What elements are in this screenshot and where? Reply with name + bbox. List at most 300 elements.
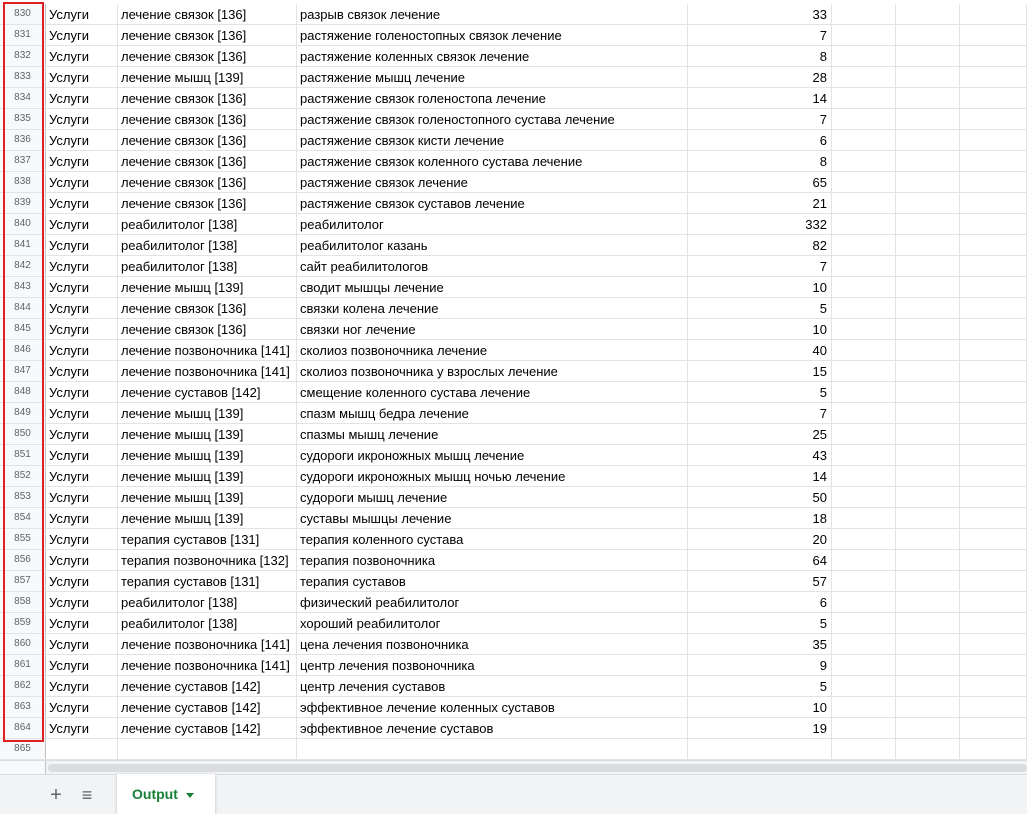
cell-d[interactable]: 14	[688, 466, 832, 486]
empty-cell[interactable]	[960, 571, 1027, 591]
cell-a[interactable]: Услуги	[46, 424, 118, 444]
cell-b[interactable]: лечение позвоночника [141]	[118, 634, 297, 654]
cell-d[interactable]: 5	[688, 382, 832, 402]
cell-b[interactable]: реабилитолог [138]	[118, 613, 297, 633]
empty-cell[interactable]	[832, 697, 896, 717]
empty-cell[interactable]	[960, 382, 1027, 402]
empty-cell[interactable]	[960, 424, 1027, 444]
cell-c[interactable]: судороги икроножных мышц лечение	[297, 445, 688, 465]
empty-cell[interactable]	[960, 718, 1027, 738]
cell-c[interactable]: центр лечения позвоночника	[297, 655, 688, 675]
cell-b[interactable]: лечение связок [136]	[118, 151, 297, 171]
cell-d[interactable]: 28	[688, 67, 832, 87]
scrollbar-thumb[interactable]	[48, 764, 1027, 772]
cell-a[interactable]: Услуги	[46, 487, 118, 507]
row-header[interactable]: 857	[0, 571, 46, 591]
empty-cell[interactable]	[896, 214, 960, 234]
cell-d[interactable]: 7	[688, 403, 832, 423]
empty-cell[interactable]	[960, 487, 1027, 507]
cell-d[interactable]: 5	[688, 613, 832, 633]
row-header[interactable]: 832	[0, 46, 46, 66]
cell-d[interactable]: 8	[688, 46, 832, 66]
empty-cell[interactable]	[896, 319, 960, 339]
cell-c[interactable]: физический реабилитолог	[297, 592, 688, 612]
cell-a[interactable]: Услуги	[46, 214, 118, 234]
cell-b[interactable]: лечение мышц [139]	[118, 277, 297, 297]
cell-b[interactable]: лечение позвоночника [141]	[118, 340, 297, 360]
empty-cell[interactable]	[896, 424, 960, 444]
cell-a[interactable]: Услуги	[46, 88, 118, 108]
cell-a[interactable]: Услуги	[46, 634, 118, 654]
empty-cell[interactable]	[896, 109, 960, 129]
cell-d[interactable]: 33	[688, 4, 832, 24]
empty-cell[interactable]	[960, 4, 1027, 24]
empty-cell[interactable]	[832, 214, 896, 234]
empty-cell[interactable]	[832, 340, 896, 360]
table-row	[0, 571, 1027, 592]
empty-cell[interactable]	[832, 25, 896, 45]
cell-b[interactable]: реабилитолог [138]	[118, 592, 297, 612]
cell-b[interactable]: лечение позвоночника [141]	[118, 361, 297, 381]
cell-b[interactable]: терапия суставов [131]	[118, 571, 297, 591]
empty-cell[interactable]	[896, 445, 960, 465]
cell-a[interactable]: Услуги	[46, 340, 118, 360]
cell-d[interactable]: 82	[688, 235, 832, 255]
cell-a[interactable]: Услуги	[46, 25, 118, 45]
cell-c[interactable]: реабилитолог казань	[297, 235, 688, 255]
cell-a[interactable]: Услуги	[46, 592, 118, 612]
cell-c[interactable]: связки ног лечение	[297, 319, 688, 339]
cell-d[interactable]	[688, 739, 832, 759]
cell-b[interactable]: лечение связок [136]	[118, 298, 297, 318]
empty-cell[interactable]	[896, 4, 960, 24]
cell-b[interactable]: лечение связок [136]	[118, 130, 297, 150]
row-header[interactable]: 853	[0, 487, 46, 507]
empty-cell[interactable]	[896, 529, 960, 549]
cell-b[interactable]: лечение мышц [139]	[118, 445, 297, 465]
cell-d[interactable]: 332	[688, 214, 832, 234]
sheet-tab-bar	[0, 774, 1027, 814]
cell-b[interactable]: лечение связок [136]	[118, 172, 297, 192]
cell-c[interactable]: сайт реабилитологов	[297, 256, 688, 276]
cell-d[interactable]: 7	[688, 109, 832, 129]
empty-cell[interactable]	[896, 298, 960, 318]
cell-d[interactable]: 25	[688, 424, 832, 444]
cell-b[interactable]: лечение мышц [139]	[118, 67, 297, 87]
row-header[interactable]: 831	[0, 25, 46, 45]
empty-cell[interactable]	[896, 46, 960, 66]
cell-b[interactable]: лечение позвоночника [141]	[118, 655, 297, 675]
row-header[interactable]: 837	[0, 151, 46, 171]
cell-b[interactable]: лечение суставов [142]	[118, 718, 297, 738]
cell-c[interactable]: растяжение связок коленного сустава лечение	[297, 151, 688, 171]
cell-a[interactable]: Услуги	[46, 67, 118, 87]
empty-cell[interactable]	[832, 445, 896, 465]
cell-a[interactable]: Услуги	[46, 718, 118, 738]
empty-cell[interactable]	[832, 655, 896, 675]
cell-b[interactable]: реабилитолог [138]	[118, 235, 297, 255]
row-header[interactable]: 858	[0, 592, 46, 612]
row-header[interactable]: 841	[0, 235, 46, 255]
row-header[interactable]: 852	[0, 466, 46, 486]
chevron-down-icon[interactable]	[186, 793, 194, 798]
cell-c[interactable]: терапия позвоночника	[297, 550, 688, 570]
row-header[interactable]: 865	[0, 739, 46, 759]
empty-cell[interactable]	[896, 382, 960, 402]
cell-a[interactable]: Услуги	[46, 655, 118, 675]
row-header[interactable]: 863	[0, 697, 46, 717]
cell-b[interactable]: терапия позвоночника [132]	[118, 550, 297, 570]
empty-cell[interactable]	[960, 445, 1027, 465]
empty-cell[interactable]	[960, 739, 1027, 759]
empty-cell[interactable]	[832, 109, 896, 129]
cell-d[interactable]: 14	[688, 88, 832, 108]
cell-c[interactable]: хороший реабилитолог	[297, 613, 688, 633]
empty-cell[interactable]	[832, 487, 896, 507]
cell-d[interactable]: 43	[688, 445, 832, 465]
cell-c[interactable]: терапия коленного сустава	[297, 529, 688, 549]
row-header[interactable]: 851	[0, 445, 46, 465]
empty-cell[interactable]	[960, 256, 1027, 276]
row-header[interactable]: 844	[0, 298, 46, 318]
empty-cell[interactable]	[896, 256, 960, 276]
empty-cell[interactable]	[832, 4, 896, 24]
cell-c[interactable]	[297, 739, 688, 759]
cell-d[interactable]: 8	[688, 151, 832, 171]
cell-d[interactable]: 40	[688, 340, 832, 360]
cell-a[interactable]: Услуги	[46, 319, 118, 339]
row-header[interactable]: 861	[0, 655, 46, 675]
cell-a[interactable]: Услуги	[46, 4, 118, 24]
row-header[interactable]: 846	[0, 340, 46, 360]
empty-cell[interactable]	[960, 508, 1027, 528]
cell-c[interactable]: центр лечения суставов	[297, 676, 688, 696]
cell-b[interactable]: терапия суставов [131]	[118, 529, 297, 549]
empty-cell[interactable]	[960, 67, 1027, 87]
row-header[interactable]: 860	[0, 634, 46, 654]
cell-b[interactable]: реабилитолог [138]	[118, 256, 297, 276]
empty-cell[interactable]	[896, 67, 960, 87]
empty-cell[interactable]	[896, 592, 960, 612]
horizontal-scrollbar[interactable]	[0, 760, 1027, 775]
cell-c[interactable]: цена лечения позвоночника	[297, 634, 688, 654]
cell-a[interactable]: Услуги	[46, 508, 118, 528]
cell-b[interactable]: лечение суставов [142]	[118, 697, 297, 717]
cell-c[interactable]: эффективное лечение суставов	[297, 718, 688, 738]
empty-cell[interactable]	[832, 613, 896, 633]
cell-c[interactable]: растяжение голеностопных связок лечение	[297, 25, 688, 45]
empty-cell[interactable]	[832, 193, 896, 213]
empty-cell[interactable]	[832, 739, 896, 759]
empty-cell[interactable]	[960, 277, 1027, 297]
tab-output[interactable]	[117, 774, 215, 814]
empty-cell[interactable]	[960, 130, 1027, 150]
row-header[interactable]: 847	[0, 361, 46, 381]
empty-cell[interactable]	[896, 508, 960, 528]
cell-c[interactable]: разрыв связок лечение	[297, 4, 688, 24]
cell-a[interactable]	[46, 739, 118, 759]
empty-cell[interactable]	[832, 424, 896, 444]
cell-a[interactable]: Услуги	[46, 235, 118, 255]
table-row	[0, 256, 1027, 277]
empty-cell[interactable]	[896, 361, 960, 381]
cell-d[interactable]: 64	[688, 550, 832, 570]
table-row	[0, 676, 1027, 697]
table-row	[0, 445, 1027, 466]
empty-cell[interactable]	[896, 277, 960, 297]
cell-d[interactable]: 65	[688, 172, 832, 192]
cell-a[interactable]: Услуги	[46, 277, 118, 297]
cell-d[interactable]: 50	[688, 487, 832, 507]
empty-cell[interactable]	[960, 655, 1027, 675]
empty-cell[interactable]	[960, 697, 1027, 717]
row-header[interactable]: 849	[0, 403, 46, 423]
cell-c[interactable]: эффективное лечение коленных суставов	[297, 697, 688, 717]
cell-d[interactable]: 7	[688, 25, 832, 45]
row-header[interactable]: 834	[0, 88, 46, 108]
empty-cell[interactable]	[832, 571, 896, 591]
cell-d[interactable]: 5	[688, 298, 832, 318]
row-header[interactable]: 839	[0, 193, 46, 213]
cell-c[interactable]: реабилитолог	[297, 214, 688, 234]
empty-cell[interactable]	[960, 529, 1027, 549]
cell-a[interactable]: Услуги	[46, 130, 118, 150]
cell-a[interactable]: Услуги	[46, 256, 118, 276]
cell-d[interactable]: 10	[688, 697, 832, 717]
empty-cell[interactable]	[896, 466, 960, 486]
cell-b[interactable]: лечение суставов [142]	[118, 382, 297, 402]
row-header[interactable]: 855	[0, 529, 46, 549]
cell-d[interactable]: 10	[688, 319, 832, 339]
table-row	[0, 277, 1027, 298]
empty-cell[interactable]	[896, 403, 960, 423]
empty-cell[interactable]	[832, 277, 896, 297]
cell-c[interactable]: суставы мышцы лечение	[297, 508, 688, 528]
row-header[interactable]: 854	[0, 508, 46, 528]
empty-cell[interactable]	[960, 25, 1027, 45]
cell-a[interactable]: Услуги	[46, 193, 118, 213]
cell-b[interactable]: лечение мышц [139]	[118, 508, 297, 528]
cell-d[interactable]: 57	[688, 571, 832, 591]
cell-c[interactable]: терапия суставов	[297, 571, 688, 591]
row-header[interactable]: 830	[0, 4, 46, 24]
cell-b[interactable]: реабилитолог [138]	[118, 214, 297, 234]
row-header[interactable]: 843	[0, 277, 46, 297]
empty-cell[interactable]	[832, 361, 896, 381]
cell-b[interactable]: лечение связок [136]	[118, 193, 297, 213]
cell-c[interactable]: смещение коленного сустава лечение	[297, 382, 688, 402]
cell-a[interactable]: Услуги	[46, 46, 118, 66]
empty-cell[interactable]	[960, 634, 1027, 654]
empty-cell[interactable]	[832, 298, 896, 318]
cell-a[interactable]: Услуги	[46, 613, 118, 633]
empty-cell[interactable]	[960, 172, 1027, 192]
empty-cell[interactable]	[960, 613, 1027, 633]
cell-a[interactable]: Услуги	[46, 550, 118, 570]
cell-a[interactable]: Услуги	[46, 697, 118, 717]
row-header[interactable]: 838	[0, 172, 46, 192]
cell-a[interactable]: Услуги	[46, 676, 118, 696]
empty-cell[interactable]	[832, 508, 896, 528]
cell-c[interactable]: спазм мышц бедра лечение	[297, 403, 688, 423]
empty-cell[interactable]	[960, 46, 1027, 66]
empty-cell[interactable]	[960, 235, 1027, 255]
cell-c[interactable]: растяжение связок голеностопа лечение	[297, 88, 688, 108]
empty-cell[interactable]	[896, 655, 960, 675]
empty-cell[interactable]	[832, 382, 896, 402]
empty-cell[interactable]	[896, 676, 960, 696]
empty-cell[interactable]	[832, 46, 896, 66]
cell-d[interactable]: 15	[688, 361, 832, 381]
list-icon[interactable]: ≡	[81, 785, 93, 805]
empty-cell[interactable]	[832, 256, 896, 276]
empty-cell[interactable]	[832, 466, 896, 486]
empty-cell[interactable]	[960, 361, 1027, 381]
cell-a[interactable]: Услуги	[46, 466, 118, 486]
empty-cell[interactable]	[960, 466, 1027, 486]
empty-cell[interactable]	[832, 67, 896, 87]
cell-c[interactable]: растяжение связок лечение	[297, 172, 688, 192]
empty-cell[interactable]	[960, 403, 1027, 423]
empty-cell[interactable]	[832, 151, 896, 171]
row-header[interactable]: 840	[0, 214, 46, 234]
cell-c[interactable]: спазмы мышц лечение	[297, 424, 688, 444]
empty-cell[interactable]	[896, 550, 960, 570]
empty-cell[interactable]	[832, 403, 896, 423]
cell-b[interactable]: лечение мышц [139]	[118, 403, 297, 423]
cell-c[interactable]: растяжение связок суставов лечение	[297, 193, 688, 213]
cell-b[interactable]: лечение связок [136]	[118, 46, 297, 66]
row-header[interactable]: 845	[0, 319, 46, 339]
cell-b[interactable]: лечение связок [136]	[118, 109, 297, 129]
cell-b[interactable]: лечение мышц [139]	[118, 424, 297, 444]
empty-cell[interactable]	[832, 718, 896, 738]
empty-cell[interactable]	[832, 550, 896, 570]
cell-d[interactable]: 20	[688, 529, 832, 549]
cell-d[interactable]: 18	[688, 508, 832, 528]
empty-cell[interactable]	[896, 340, 960, 360]
cell-a[interactable]: Услуги	[46, 382, 118, 402]
row-header[interactable]: 842	[0, 256, 46, 276]
cell-a[interactable]: Услуги	[46, 109, 118, 129]
empty-cell[interactable]	[832, 130, 896, 150]
row-header[interactable]: 856	[0, 550, 46, 570]
empty-cell[interactable]	[832, 592, 896, 612]
empty-cell[interactable]	[896, 172, 960, 192]
cell-d[interactable]: 19	[688, 718, 832, 738]
row-header[interactable]: 833	[0, 67, 46, 87]
empty-cell[interactable]	[832, 634, 896, 654]
empty-cell[interactable]	[832, 172, 896, 192]
empty-cell[interactable]	[896, 235, 960, 255]
cell-b[interactable]: лечение связок [136]	[118, 4, 297, 24]
cell-a[interactable]: Услуги	[46, 298, 118, 318]
empty-cell[interactable]	[896, 25, 960, 45]
empty-cell[interactable]	[960, 88, 1027, 108]
row-header[interactable]: 864	[0, 718, 46, 738]
cell-a[interactable]: Услуги	[46, 172, 118, 192]
cell-d[interactable]: 7	[688, 256, 832, 276]
cell-b[interactable]: лечение связок [136]	[118, 88, 297, 108]
cell-b[interactable]	[118, 739, 297, 759]
empty-cell[interactable]	[896, 571, 960, 591]
cell-d[interactable]: 6	[688, 130, 832, 150]
empty-cell[interactable]	[896, 151, 960, 171]
empty-cell[interactable]	[832, 676, 896, 696]
cell-d[interactable]: 21	[688, 193, 832, 213]
empty-cell[interactable]	[960, 550, 1027, 570]
row-header[interactable]: 835	[0, 109, 46, 129]
cell-c[interactable]: судороги мышц лечение	[297, 487, 688, 507]
empty-cell[interactable]	[960, 193, 1027, 213]
empty-cell[interactable]	[832, 235, 896, 255]
cell-c[interactable]: растяжение связок голеностопного сустава лечение	[297, 109, 688, 129]
cell-d[interactable]: 10	[688, 277, 832, 297]
cell-a[interactable]: Услуги	[46, 445, 118, 465]
cell-a[interactable]: Услуги	[46, 403, 118, 423]
empty-cell[interactable]	[896, 130, 960, 150]
cell-d[interactable]: 6	[688, 592, 832, 612]
row-header[interactable]: 859	[0, 613, 46, 633]
cell-a[interactable]: Услуги	[46, 529, 118, 549]
cell-b[interactable]: лечение мышц [139]	[118, 466, 297, 486]
row-header[interactable]: 848	[0, 382, 46, 402]
empty-cell[interactable]	[960, 109, 1027, 129]
cell-d[interactable]: 35	[688, 634, 832, 654]
empty-cell[interactable]	[960, 298, 1027, 318]
empty-cell[interactable]	[896, 718, 960, 738]
row-header[interactable]: 862	[0, 676, 46, 696]
empty-cell[interactable]	[896, 634, 960, 654]
cell-c[interactable]: сколиоз позвоночника лечение	[297, 340, 688, 360]
empty-cell[interactable]	[896, 697, 960, 717]
empty-cell[interactable]	[832, 88, 896, 108]
plus-icon[interactable]: +	[50, 784, 62, 806]
cell-c[interactable]: сколиоз позвоночника у взрослых лечение	[297, 361, 688, 381]
empty-cell[interactable]	[960, 151, 1027, 171]
empty-cell[interactable]	[896, 487, 960, 507]
row-header[interactable]: 850	[0, 424, 46, 444]
empty-cell[interactable]	[960, 214, 1027, 234]
cell-c[interactable]: растяжение коленных связок лечение	[297, 46, 688, 66]
cell-b[interactable]: лечение суставов [142]	[118, 676, 297, 696]
cell-d[interactable]: 5	[688, 676, 832, 696]
empty-cell[interactable]	[832, 529, 896, 549]
cell-a[interactable]: Услуги	[46, 361, 118, 381]
empty-cell[interactable]	[832, 319, 896, 339]
cell-a[interactable]: Услуги	[46, 571, 118, 591]
empty-cell[interactable]	[960, 676, 1027, 696]
empty-cell[interactable]	[896, 88, 960, 108]
cell-a[interactable]: Услуги	[46, 151, 118, 171]
empty-cell[interactable]	[960, 340, 1027, 360]
cell-d[interactable]: 9	[688, 655, 832, 675]
empty-cell[interactable]	[896, 193, 960, 213]
empty-cell[interactable]	[896, 613, 960, 633]
empty-cell[interactable]	[896, 739, 960, 759]
cell-b[interactable]: лечение мышц [139]	[118, 487, 297, 507]
cell-b[interactable]: лечение связок [136]	[118, 319, 297, 339]
empty-cell[interactable]	[960, 319, 1027, 339]
cell-c[interactable]: судороги икроножных мышц ночью лечение	[297, 466, 688, 486]
empty-cell[interactable]	[960, 592, 1027, 612]
cell-c[interactable]: сводит мышцы лечение	[297, 277, 688, 297]
cell-c[interactable]: растяжение мышц лечение	[297, 67, 688, 87]
cell-c[interactable]: растяжение связок кисти лечение	[297, 130, 688, 150]
row-header[interactable]: 836	[0, 130, 46, 150]
cell-b[interactable]: лечение связок [136]	[118, 25, 297, 45]
cell-c[interactable]: связки колена лечение	[297, 298, 688, 318]
